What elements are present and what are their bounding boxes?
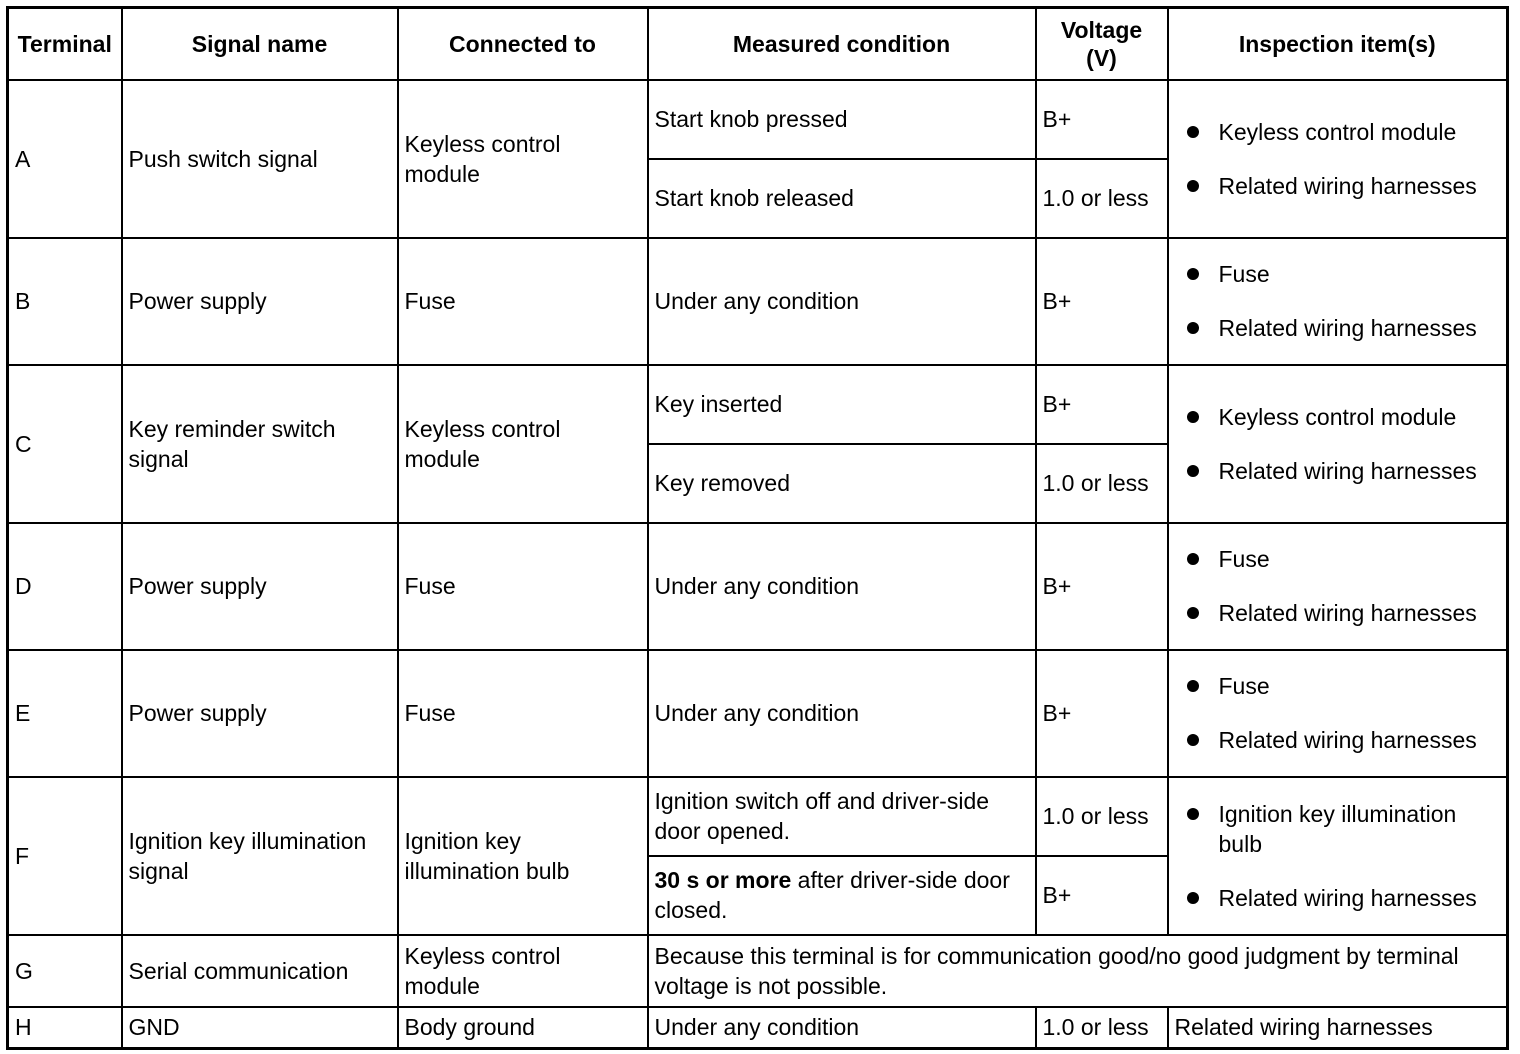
voltage-cell: 1.0 or less <box>1036 777 1168 856</box>
voltage-cell: 1.0 or less <box>1036 159 1168 238</box>
voltage-cell: B+ <box>1036 856 1168 935</box>
inspection-list <box>1175 799 1501 913</box>
table-row-c <box>8 365 1508 444</box>
table-row-e <box>8 650 1508 777</box>
connected-to-cell: Keyless control module <box>398 80 648 238</box>
terminal-inspection-table <box>6 6 1509 1050</box>
inspection-item: Fuse <box>1219 259 1501 289</box>
inspection-item: Related wiring harnesses <box>1219 313 1501 343</box>
measured-condition-cell: Key removed <box>648 444 1036 523</box>
measured-condition-cell: Under any condition <box>648 523 1036 650</box>
measured-condition-cell: Under any condition <box>648 1007 1036 1049</box>
connected-to-cell: Body ground <box>398 1007 648 1049</box>
inspection-list <box>1175 259 1501 343</box>
note-cell: Because this terminal is for communication good/no good judgment by terminal voltage is not possible. <box>648 935 1508 1007</box>
terminal-table-container <box>6 6 1509 1050</box>
table-row-b <box>8 238 1508 365</box>
header-voltage-line1: Voltage <box>1060 16 1143 43</box>
inspection-item: Fuse <box>1219 671 1501 701</box>
inspection-items-cell <box>1168 523 1508 650</box>
inspection-items-cell <box>1168 238 1508 365</box>
terminal-cell: D <box>8 523 122 650</box>
inspection-item: Related wiring harnesses <box>1219 598 1501 628</box>
connected-to-cell: Keyless control module <box>398 365 648 523</box>
signal-name-cell: Power supply <box>122 523 398 650</box>
condition-emphasis: 30 s or more <box>654 867 792 893</box>
signal-name-cell: Power supply <box>122 650 398 777</box>
connected-to-cell: Fuse <box>398 650 648 777</box>
signal-name-cell: Serial communication <box>122 935 398 1007</box>
inspection-item: Keyless control module <box>1219 402 1501 432</box>
inspection-items-cell <box>1168 777 1508 935</box>
header-signal-name: Signal name <box>122 8 398 80</box>
voltage-cell: 1.0 or less <box>1036 1007 1168 1049</box>
inspection-item: Related wiring harnesses <box>1219 171 1501 201</box>
header-voltage <box>1036 8 1168 80</box>
voltage-cell: B+ <box>1036 650 1168 777</box>
measured-condition-cell <box>648 856 1036 935</box>
header-voltage-line2: (V) <box>1086 44 1117 71</box>
measured-condition-cell: Key inserted <box>648 365 1036 444</box>
signal-name-cell: Power supply <box>122 238 398 365</box>
signal-name-cell: Ignition key illumination signal <box>122 777 398 935</box>
inspection-item: Ignition key illumination bulb <box>1219 799 1501 859</box>
condition-text: after driver-side door closed. <box>654 867 1010 923</box>
signal-name-cell: Push switch signal <box>122 80 398 238</box>
inspection-list <box>1175 402 1501 486</box>
terminal-cell: F <box>8 777 122 935</box>
table-row-d <box>8 523 1508 650</box>
signal-name-cell: Key reminder switch signal <box>122 365 398 523</box>
terminal-cell: E <box>8 650 122 777</box>
header-measured-condition: Measured condition <box>648 8 1036 80</box>
table-row-g <box>8 935 1508 1007</box>
connected-to-cell: Ignition key illumination bulb <box>398 777 648 935</box>
inspection-items-cell <box>1168 650 1508 777</box>
voltage-cell: B+ <box>1036 523 1168 650</box>
measured-condition-cell: Under any condition <box>648 650 1036 777</box>
inspection-items-cell: Related wiring harnesses <box>1168 1007 1508 1049</box>
inspection-item: Related wiring harnesses <box>1219 883 1501 913</box>
terminal-cell: G <box>8 935 122 1007</box>
terminal-cell: C <box>8 365 122 523</box>
inspection-item: Related wiring harnesses <box>1219 725 1501 755</box>
inspection-items-cell <box>1168 80 1508 238</box>
inspection-item: Keyless control module <box>1219 117 1501 147</box>
measured-condition-cell: Start knob pressed <box>648 80 1036 159</box>
terminal-cell: A <box>8 80 122 238</box>
voltage-cell: B+ <box>1036 365 1168 444</box>
header-inspection-items: Inspection item(s) <box>1168 8 1508 80</box>
voltage-cell: 1.0 or less <box>1036 444 1168 523</box>
inspection-list <box>1175 671 1501 755</box>
measured-condition-cell: Ignition switch off and driver-side door opened. <box>648 777 1036 856</box>
inspection-items-cell <box>1168 365 1508 523</box>
connected-to-cell: Keyless control module <box>398 935 648 1007</box>
signal-name-cell: GND <box>122 1007 398 1049</box>
measured-condition-cell: Under any condition <box>648 238 1036 365</box>
terminal-cell: H <box>8 1007 122 1049</box>
table-row-f <box>8 777 1508 856</box>
connected-to-cell: Fuse <box>398 238 648 365</box>
inspection-list <box>1175 544 1501 628</box>
inspection-list <box>1175 117 1501 201</box>
header-terminal: Terminal <box>8 8 122 80</box>
header-connected-to: Connected to <box>398 8 648 80</box>
inspection-item: Related wiring harnesses <box>1219 456 1501 486</box>
voltage-cell: B+ <box>1036 238 1168 365</box>
inspection-item: Fuse <box>1219 544 1501 574</box>
table-row-a <box>8 80 1508 159</box>
table-row-h <box>8 1007 1508 1049</box>
header-row <box>8 8 1508 80</box>
connected-to-cell: Fuse <box>398 523 648 650</box>
terminal-cell: B <box>8 238 122 365</box>
measured-condition-cell: Start knob released <box>648 159 1036 238</box>
voltage-cell: B+ <box>1036 80 1168 159</box>
